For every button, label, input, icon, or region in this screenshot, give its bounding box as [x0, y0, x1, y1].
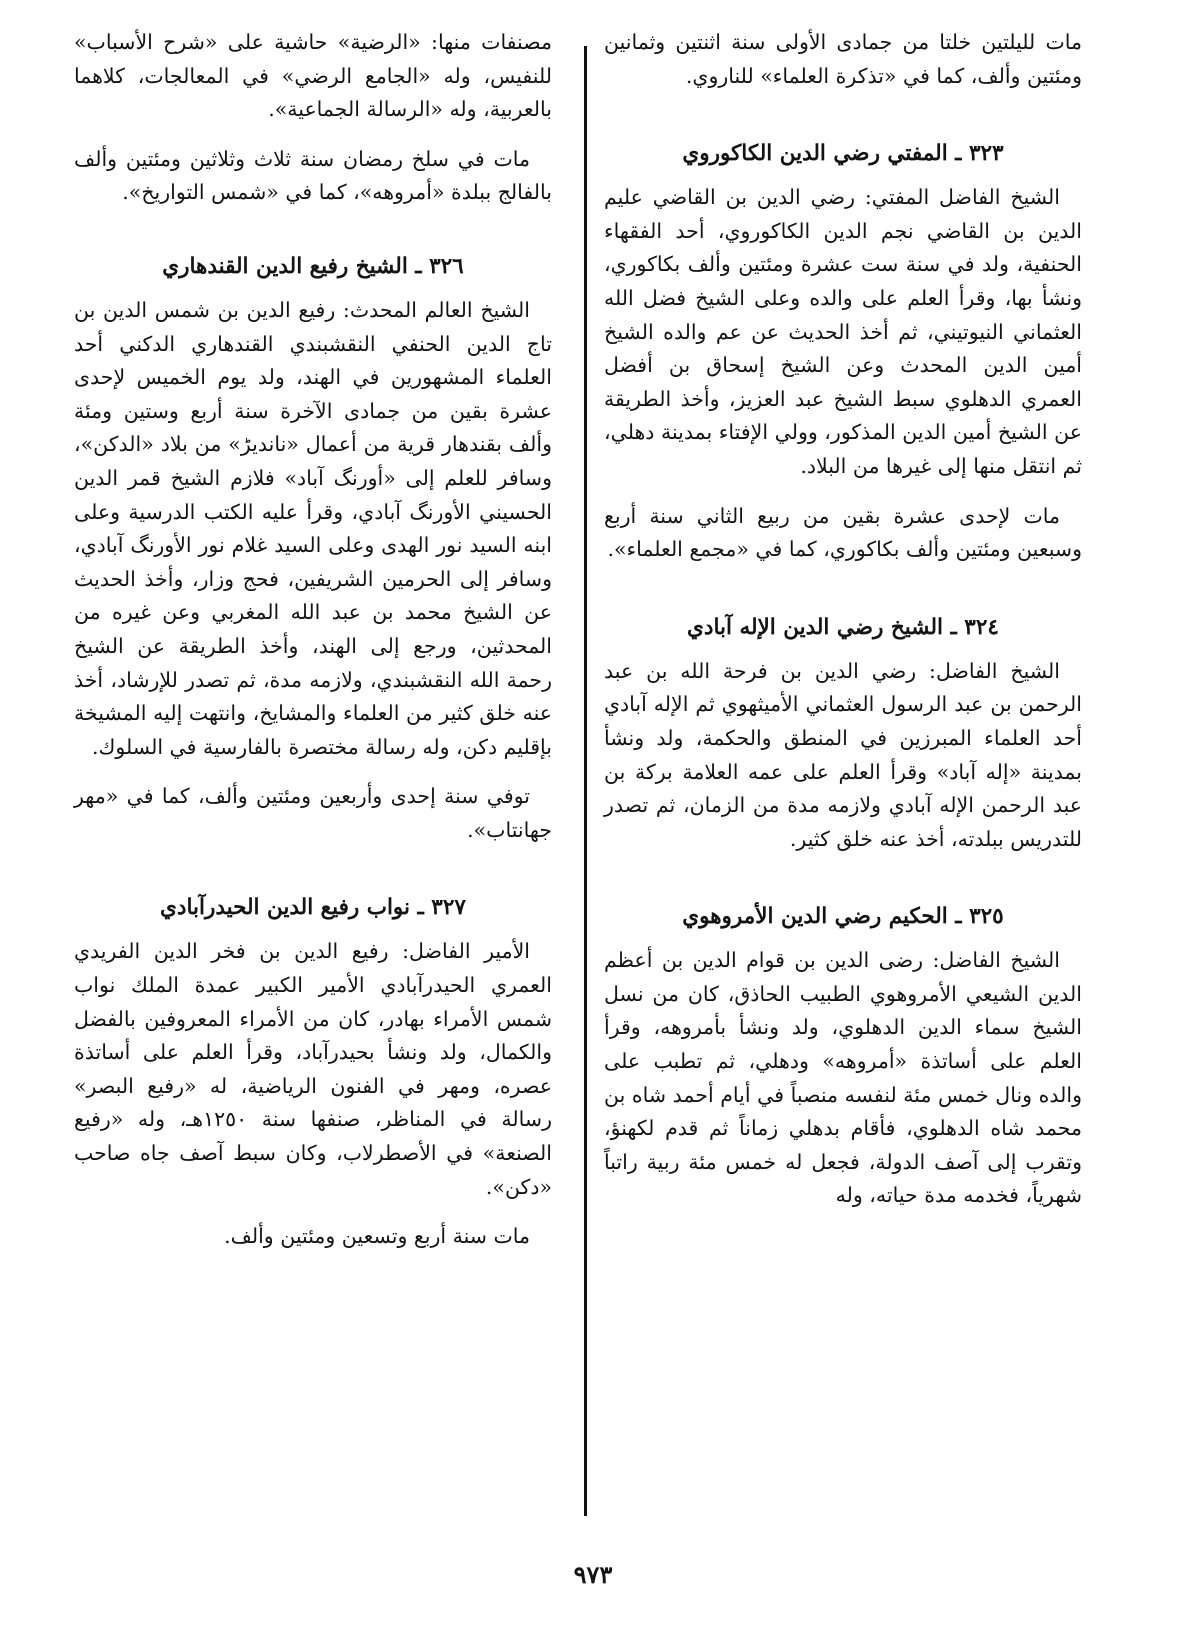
continuation-paragraph: مصنفات منها: «الرضية» حاشية على «شرح الأسباب» للنفيس، وله «الجامع الرضي» في المعالجات، كلاهما بالعربية، وله «الرسالة الجماعية».	[74, 30, 552, 122]
entry-326-death: توفي سنة إحدى وأربعين ومئتين وألف، كما في «مهر جهانتاب».	[74, 784, 552, 842]
entry-325-body: الشيخ الفاضل: رضى الدين بن قوام الدين بن أعظم الدين الشيعي الأمروهوي الطبيب الحاذق، كان من نسل الشيخ سماء الدين الدهلوي، ولد ونشأ بأمروهه، وقرأ العلم على أساتذة «أمروهه» ودهلي، ثم تطبب على والده ونال خمس مئة لنفسه منصباً في أيام أحمد شاه بن محمد شاه الدهلوي، فأقام بدهلي زماناً ثم قدم لكهنؤ، وتقرب إلى آصف الدولة، فجعل له خمس مئة ربية راتباً شهرياً، فخدمه مدة حياته، وله	[604, 948, 1082, 1208]
entry-325-death: مات في سلخ رمضان سنة ثلاث وثلاثين ومئتين وألف بالفالج ببلدة «أمروهه»، كما في «شمس التواريخ».	[74, 146, 552, 205]
entry-324-body: الشيخ الفاضل: رضي الدين بن فرحة الله بن عبد الرحمن بن عبد الرسول العثماني الأميثهوي ثم الإله آبادي أحد العلماء المبرزين في المنطق والحكمة، ولد ونشأ بمدينة «إله آباد» وقرأ العلم على عمه العلامة بركة بن عبد الرحمن الإله آبادي ولازمه مدة من الزمان، ثم تصدر للتدريس ببلدته، أخذ عنه خلق كثير.	[604, 658, 1082, 851]
entry-327-death: مات سنة أربع وتسعين ومئتين وألف.	[224, 1224, 530, 1249]
entry-325-title: ٣٢٥ ـ الحكيم رضي الدين الأمروهوي	[682, 904, 1004, 930]
entry-324-title: ٣٢٤ ـ الشيخ رضي الدين الإله آبادي	[687, 614, 999, 640]
entry-326-body: الشيخ العالم المحدث: رفيع الدين بن شمس الدين بن تاج الدين الحنفي النقشبندي القندهاري الدكني أحد العلماء المشهورين في الهند، ولد يوم الخميس لإحدى عشرة بقين من جمادى الآخرة سنة أربع وستين ومئة وألف بقندهار قرية من أعمال «نانديڑ» من بلاد «الدكن»، وسافر للعلم إلى «أورنگ آباد» فلازم الشيخ قمر الدين الحسيني الأورنگ آبادي، وقرأ عليه الكتب الدرسية وعلى ابنه السيد نور الهدى وعلى السيد غلام نور الأورنگ آبادي، وسافر إلى الحرمين الشريفين، فحج وزار، وأخذ الحديث عن الشيخ محمد بن عبد الله المغربي وعن غيره من المحدثين، ورجع إلى الهند، وأخذ الطريقة عن الشيخ رحمة الله النقشبندي، ولازمه مدة، ثم تصدر للإرشاد، أخذ عنه خلق كثير من العلماء والمشايخ، وانتهت إليه المشيخة بإقليم دكن، وله رسالة مختصرة بالفارسية في السلوك.	[74, 297, 552, 759]
entry-327-body: الأمير الفاضل: رفيع الدين بن فخر الدين الفريدي العمري الحيدرآبادي الأمير الكبير عمدة الملك نواب شمس الأمراء بهادر، كان من الأمراء المعروفين بالفضل والكمال، ولد ونشأ بحيدرآباد، وقرأ العلم على أساتذة عصره، ومهر في الفنون الرياضية، له «رفيع البصر» رسالة في المناظر، صنفها سنة ١٢٥٠هـ، وله «رفيع الصنعة» في الأصطرلاب، وكان سبط آصف جاه صاحب «دكن».	[74, 939, 552, 1199]
right-column	[604, 26, 1082, 1229]
entry-323-death: مات لإحدى عشرة بقين من ربيع الثاني سنة أربع وسبعين ومئتين وألف بكاكوري، كما في «مجمع العلماء».	[604, 503, 1082, 562]
entry-323-body: الشيخ الفاضل المفتي: رضي الدين بن القاضي عليم الدين بن القاضي نجم الدين الكاكوروي، أحد الفقهاء الحنفية، ولد في سنة ست عشرة ومئتين وألف بكاكوري، ونشأ بها، وقرأ العلم على والده وعلى الشيخ فضل الله العثماني النيوتيني، ثم أخذ الحديث عن عم والده الشيخ أمين الدين المحدث وعن الشيخ إسحاق بن أفضل العمري الدهلوي سبط الشيخ عبد العزيز، وأخذ الطريقة عن الشيخ أمين الدين المذكور، وولي الإفتاء بمدينة دهلي، ثم انتقل منها إلى غيرها من البلاد.	[604, 185, 1082, 478]
entry-327-title: ٣٢٧ ـ نواب رفيع الدين الحيدرآبادي	[160, 895, 466, 921]
continuation-paragraph: مات لليلتين خلتا من جمادى الأولى سنة اثنتين وثمانين ومئتين وألف، كما في «تذكرة العلماء» للناروي.	[604, 30, 1082, 88]
page-number: ٩٧٣	[573, 1560, 613, 1589]
entry-323-title: ٣٢٣ ـ المفتي رضي الدين الكاكوروي	[682, 141, 1004, 167]
column-divider	[584, 46, 587, 1516]
entry-326-title: ٣٢٦ ـ الشيخ رفيع الدين القندهاري	[162, 253, 464, 279]
left-column	[74, 26, 552, 1270]
